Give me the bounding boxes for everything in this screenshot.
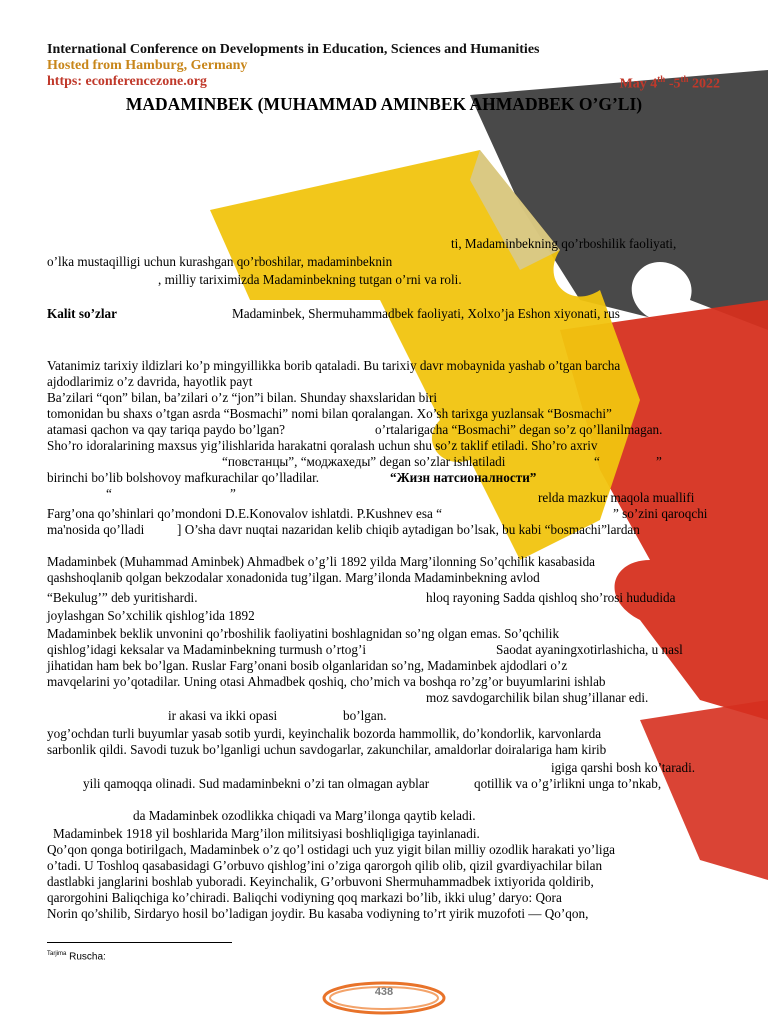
conference-title: International Conference on Developments in Education, Sciences and Humanities <box>47 42 540 57</box>
keywords-text: Madaminbek, Shermuhammadbek faoliyati, Xolxo’ja Eshon xiyonati, rus <box>232 306 620 321</box>
body-line: ” so’zini qaroqchi <box>613 506 708 521</box>
body-line: birinchi bo’lib bolshovoy mafkurachilar qo’lladilar. <box>47 470 320 485</box>
body-line: ir akasi va ikki opasi <box>168 708 278 723</box>
body-line: “ <box>106 486 112 501</box>
footnote-divider <box>47 942 232 943</box>
body-line: Madaminbek (Muhammad Aminbek) Ahmadbek o’g’li 1892 yilda Marg’ilonning So’qchilik kasabasida <box>47 554 596 569</box>
body-line: “Жизн натсионалности” <box>390 470 537 485</box>
conference-url[interactable]: https: econferencezone.org <box>47 74 207 89</box>
body-line: o’tadi. U Toshloq qasabasidagi G’orbuvo qishlog’ini o’ziga qarorgoh qilib olib, qizil gvardiyachilar bilan <box>47 858 603 873</box>
body-line: atamasi qachon va qay tariqa paydo bo’lgan? <box>47 422 286 437</box>
body-line: ma'nosida qo’lladi <box>47 522 145 537</box>
body-line: qishlog’idagi keksalar va Madaminbekning turmush o’rtog’i <box>47 642 366 657</box>
keywords-label: Kalit so’zlar <box>47 306 117 321</box>
footnote: $^{Tarjima}$ Ruscha: <box>47 951 106 963</box>
body-line: ] O’sha davr nuqtai nazaridan kelib chiqib aytadigan bo’lsak, bu kabi “bosmachi”lardan <box>177 522 640 537</box>
body-line: “повстанцы”, “моджахеды” degan so’zlar ishlatiladi <box>222 454 506 469</box>
body-line: jihatidan ham bek bo’lgan. Ruslar Farg’onani bosib olganlaridan so’ng, Madaminbek ajdodlari o’z <box>47 658 568 673</box>
body-line: hloq rayoning Sadda qishloq sho’rosi hududida <box>426 590 676 605</box>
body-line: igiga qarshi bosh ko’taradi. <box>551 760 696 775</box>
abstract-line: , milliy tariximizda Madaminbekning tutgan o’rni va roli. <box>158 272 462 287</box>
body-line: Sho’ro idoralarining maxsus yig’ilishlarida harakatni qoralash uchun shu so’z taklif etiladi. Sho’ro axriv <box>47 438 598 453</box>
body-line: o’rtalarigacha “Bosmachi” degan so’z qo’llanilmagan. <box>375 422 663 437</box>
body-line: tomonidan bu shaxs o’tgan asrda “Bosmachi” nomi bilan qoralangan. Xo’sh tarixga yuzlansak “Bosmachi” <box>47 406 612 421</box>
body-line: ajdodlarimiz o’z davrida, hayotlik payt <box>47 374 253 389</box>
body-line: da Madaminbek ozodlikka chiqadi va Marg’ilonga qaytib keladi. <box>133 808 476 823</box>
body-line: Madaminbek 1918 yil boshlarida Marg’ilon militsiyasi boshliqligiga tayinlanadi. <box>53 826 480 841</box>
body-line: Ba’zilari “qon” bilan, ba’zilari o’z “jon”i bilan. Shunday shaxslaridan biri <box>47 390 437 405</box>
body-line: Farg’ona qo’shinlari qo’mondoni D.E.Konovalov ishlatdi. P.Kushnev esa “ <box>47 506 442 521</box>
body-line: ” <box>230 486 236 501</box>
body-line: dastlabki janglarini boshlab yuboradi. Keyinchalik, G’orbuvoni Shermuhammadbek ixtiyorida qoldirib, <box>47 874 594 889</box>
body-line: qarorgohini Baliqchiga ko’chiradi. Baliqchi vodiyning qoq markazi bo’lib, ikki ulug’ daryo: Qora <box>47 890 562 905</box>
body-line: “ <box>594 454 600 469</box>
body-line: joylashgan So’xchilik qishlog’ida 1892 <box>47 608 255 623</box>
body-line: Vatanimiz tarixiy ildizlari ko’p mingyillikka borib qataladi. Bu tarixiy davr mobaynida yashab o’tgan barcha <box>47 358 621 373</box>
body-line: relda mazkur maqola muallifi <box>538 490 695 505</box>
body-line: mavqelarini yo’qotadilar. Uning otasi Ahmadbek qoshiq, cho’mich va boshqa ro’zg’or buyumlarini ishlab <box>47 674 606 689</box>
abstract-line: ti, Madaminbekning qo’rboshilik faoliyati, <box>451 236 677 251</box>
body-line: Madaminbek beklik unvonini qo’rboshilik faoliyatini boshlagnidan so’ng olgan emas. So’qchilik <box>47 626 560 641</box>
body-line: moz savdogarchilik bilan shug’illanar edi. <box>426 690 649 705</box>
body-line: Qo’qon qonga botirilgach, Madaminbek o’z qo’l ostidagi uch yuz yigit bilan milliy ozodlik harakati yo’liga <box>47 842 616 857</box>
body-line: sarbonlik qildi. Savodi tuzuk bo’lganligi uchun savdogarlar, zakunchilar, amaldorlar doiralariga ham kirib <box>47 742 607 757</box>
conference-host: Hosted from Hamburg, Germany <box>47 58 248 73</box>
body-line: ” <box>656 454 662 469</box>
body-line: bo’lgan. <box>343 708 387 723</box>
abstract-line: o’lka mustaqilligi uchun kurashgan qo’rboshilar, madaminbeknin <box>47 254 393 269</box>
page-number: 438 <box>374 986 394 998</box>
body-line: Norin qo’shilib, Sirdaryo hosil bo’ladigan joydir. Bu kasaba vodiyning to’rt yirik muzofoti — Qo’qon, <box>47 906 589 921</box>
body-line: “Bekulug’” deb yuritishardi. <box>47 590 198 605</box>
body-line: yili qamoqqa olinadi. Sud madaminbekni o’zi tan olmagan ayblar <box>83 776 430 791</box>
body-line: qotillik va o’g’irlikni unga to’nkab, <box>474 776 662 791</box>
conference-date: May 4th -5th 2022 <box>619 74 720 92</box>
body-line: Saodat ayaningxotirlashicha, u nasl <box>496 642 683 657</box>
body-line: yog’ochdan turli buyumlar yasab sotib yurdi, keyinchalik bozorda hammollik, do’kondorlik, karvonlarda <box>47 726 602 741</box>
article-title: MADAMINBEK (MUHAMMAD AMINBEK AHMADBEK O’G’LI) <box>125 94 643 114</box>
body-line: qashshoqlanib qolgan bekzodalar xonadonida tug’ilgan. Marg’ilonda Madaminbekning avlod <box>47 570 540 585</box>
